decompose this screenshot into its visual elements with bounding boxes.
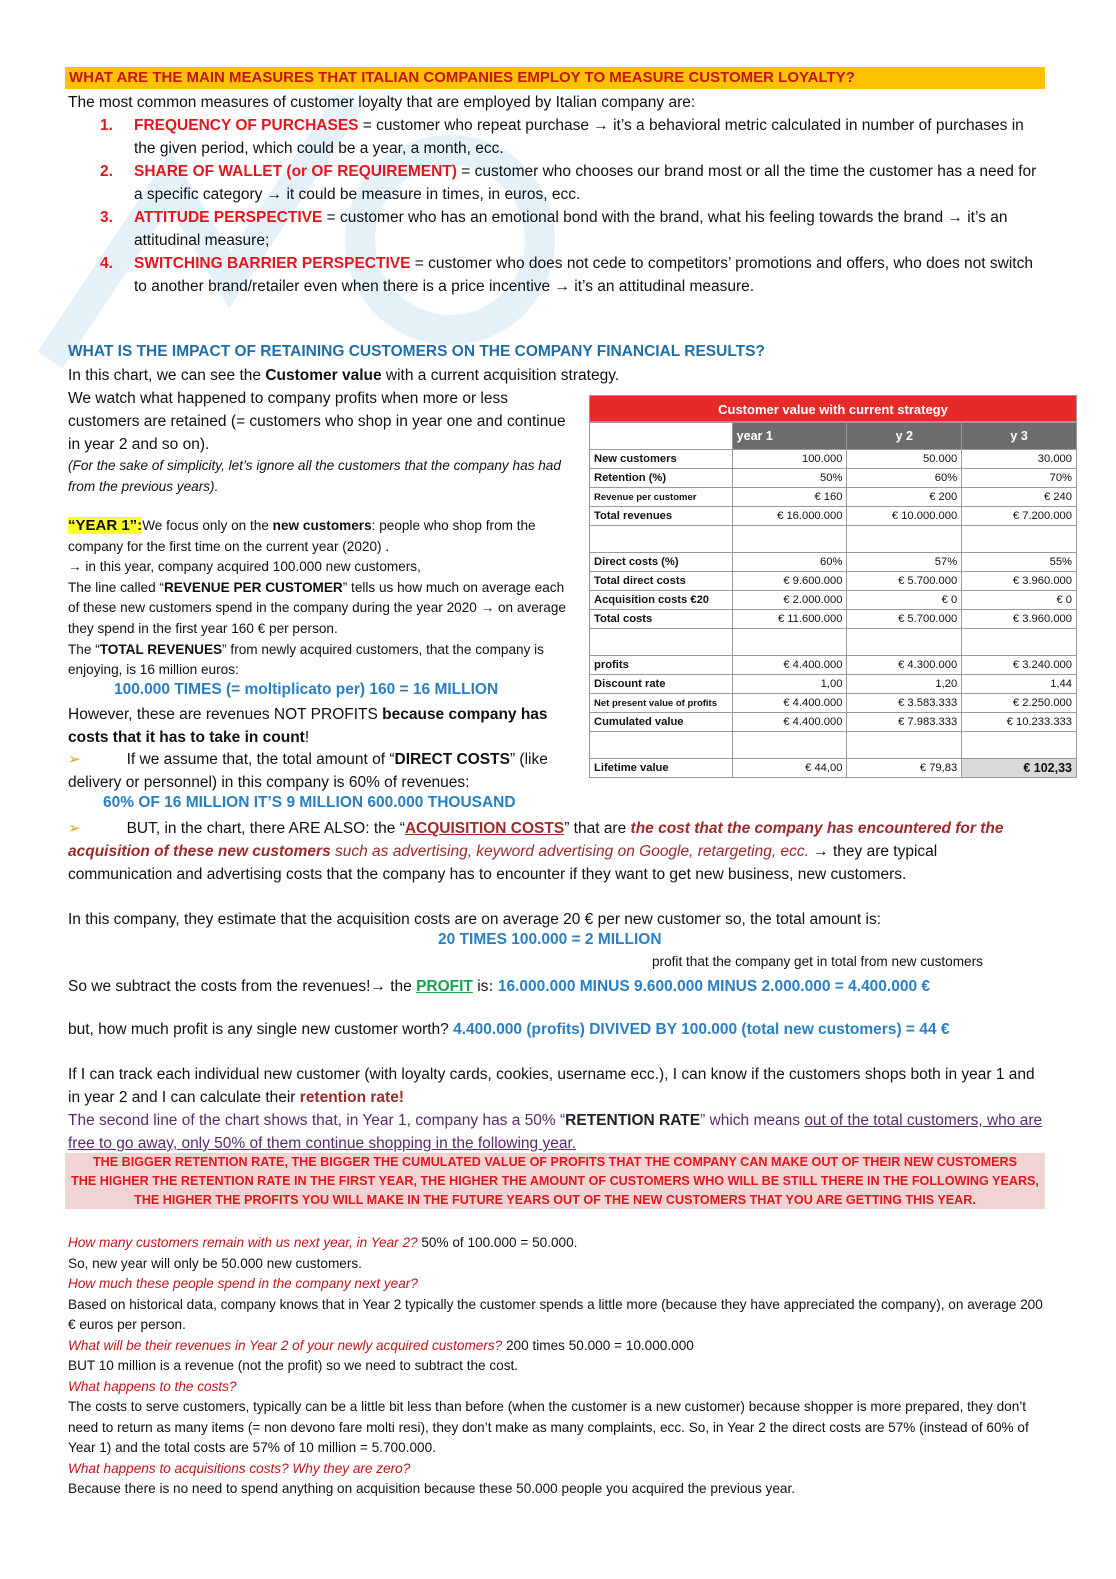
arrow-bullet-icon: ➢ (68, 751, 81, 768)
list-item: 4. SWITCHING BARRIER PERSPECTIVE = customer who does not cede to competitors’ promotions and offers, who does not switch to another brand/retailer even when there is a price incentive → it’s an attitudinal measure. (100, 255, 1033, 295)
calc-direct-costs: 60% OF 16 MILLION IT’S 9 MILLION 600.000 THOUSAND (103, 794, 516, 811)
table-header-row (590, 423, 1077, 450)
arrow-bullet-icon: ➢ (68, 820, 81, 837)
profit-per-customer: but, how much profit is any single new customer worth? 4.400.000 (profits) DIVIVED BY 100.000 (total new customers) = 44 € (68, 1021, 950, 1038)
q2-para2: We watch what happened to company profits when more or less customers are retained (= customers who shop in year one and continue in year 2 and so on). (68, 390, 566, 453)
table-spacer-row (590, 629, 1077, 656)
profit-note: profit that the company get in total from new customers (652, 954, 983, 969)
list-item: 1. FREQUENCY OF PURCHASES = customer who repeat purchase → it’s a behavioral metric calculated in number of purchases in the given period, which could be a year, a month, ecc. (100, 117, 1024, 157)
qa-line: Because there is no need to spend anything on acquisition because these 50.000 people you acquired the previous year. (68, 1481, 796, 1496)
table-row: Total direct costs € 9.600.000 € 5.700.000 € 3.960.000 (590, 572, 1077, 591)
q2-line1: In this chart, we can see the Customer value with a current acquisition strategy. (68, 367, 620, 384)
table-title: Customer value with current strategy (589, 395, 1077, 422)
bullet-acquisition-costs: ➢ BUT, in the chart, there ARE ALSO: the “ACQUISITION COSTS” that are the cost that the company has encountered for the acquisition of these new customers such as advertising, keyword advertising on Google, retargeting, ecc. → they are typical communication and advertising costs that the company has to encounter if they want to get new business, new customers. (68, 820, 1004, 883)
table-row: Lifetime value € 44,00 € 79,83 € 102,33 (590, 759, 1077, 778)
qa-line: What happens to acquisitions costs? Why they are zero? (68, 1460, 411, 1476)
table-row: profits € 4.400.000 € 4.300.000 € 3.240.000 (590, 656, 1077, 675)
question-2-title: WHAT IS THE IMPACT OF RETAINING CUSTOMERS ON THE COMPANY FINANCIAL RESULTS? (68, 343, 765, 360)
list-item: 2. SHARE OF WALLET (or OF REQUIREMENT) = customer who chooses our brand most or all the time the customer has a need for a specific category → it could be measure in times, in euros, ecc. (100, 163, 1037, 203)
question-1-title: WHAT ARE THE MAIN MEASURES THAT ITALIAN COMPANIES EMPLOY TO MEASURE CUSTOMER LOYALTY? (65, 67, 1045, 89)
q2-para3: (For the sake of simplicity, let’s ignore all the customers that the company has had from the previous years). (68, 458, 561, 494)
qa-line: The costs to serve customers, typically can be a little bit less than before (when the customer is a new customer) because shopper is more prepared, they don’t need to return as many items (= non devono fare molti resi), they don’t make as many complaints, ecc. So, in Year 2 the direct costs are 57% (instead of 60% of Year 1) and the total costs are 57% of 10 million = 5.700.000. (68, 1399, 1029, 1455)
table-spacer-row (590, 526, 1077, 553)
table-row: New customers 100.000 50.000 30.000 (590, 450, 1077, 469)
loyalty-measures-list (68, 114, 1038, 298)
qa-line: How many customers remain with us next year, in Year 2? 50% of 100.000 = 50.000. (68, 1235, 578, 1250)
qa-line: So, new year will only be 50.000 new customers. (68, 1255, 362, 1271)
table-row: Direct costs (%) 60% 57% 55% (590, 553, 1077, 572)
qa-section (68, 1233, 1043, 1500)
profit-calculation: So we subtract the costs from the revenues!→ the PROFIT is: 16.000.000 MINUS 9.600.000 MINUS 2.000.000 = 4.400.000 € (68, 978, 931, 995)
calc-total-revenues: 100.000 TIMES (= moltiplicato per) 160 = 16 MILLION (114, 681, 499, 698)
qa-line: What happens to the costs? (68, 1378, 237, 1394)
customer-value-table (589, 395, 1077, 778)
table-row: Revenue per customer € 160 € 200 € 240 (590, 488, 1077, 507)
qa-line: What will be their revenues in Year 2 of your newly acquired customers? 200 times 50.000 = 10.000.000 (68, 1337, 694, 1353)
table-row: Cumulated value € 4.400.000 € 7.983.333 € 10.233.333 (590, 713, 1077, 732)
qa-line: Based on historical data, company knows that in Year 2 typically the customer spends a little more (because they have appreciated the company), on average 200 € euros per person. (68, 1296, 1043, 1332)
table-row: Total revenues € 16.000.000 € 10.000.000 € 7.200.000 (590, 507, 1077, 526)
qa-line: BUT 10 million is a revenue (not the profit) so we need to subtract the cost. (68, 1358, 519, 1373)
table-row: Net present value of profits € 4.400.000 € 3.583.333 € 2.250.000 (590, 694, 1077, 713)
table-spacer-row (590, 732, 1077, 759)
revenues-not-profits: However, these are revenues NOT PROFITS because company has costs that it has to take in count! (68, 706, 548, 746)
q1-intro: The most common measures of customer loyalty that are employed by Italian company are: (68, 94, 696, 111)
bullet-direct-costs: ➢ If we assume that, the total amount of “DIRECT COSTS” (like delivery or personnel) in this company is 60% of revenues: (68, 751, 548, 791)
qa-line: How much these people spend in the company next year? (68, 1276, 418, 1291)
retention-rate-explanation: The second line of the chart shows that, in Year 1, company has a 50% “RETENTION RATE” which means out of the total customers, who are free to go away, only 50% of them continue shopping in the following year. (68, 1112, 1043, 1152)
table-row: Acquisition costs €20 € 2.000.000 € 0 € 0 (590, 591, 1077, 610)
year1-paragraph: “YEAR 1”:We focus only on the new customers: people who shop from the company for the first time on the current year (2020) . → in this year, company acquired 100.000 new customers, The line called “REVENUE PER CUSTOMER” tells us how much on average each of these new customers spend in the company during the year 2020 → on average they spend in the first year 160 € per person. The “TOTAL REVENUES” from newly acquired customers, that the company is enjoying, is 16 million euros: (68, 517, 566, 678)
column-header: y 2 (847, 423, 962, 450)
table-row: Discount rate 1,00 1,20 1,44 (590, 675, 1077, 694)
retention-tracking: If I can track each individual new customer (with loyalty cards, cookies, username ecc.), I can know if the customers shops both in year 1 and in year 2 and I can calculate their retention rate! (68, 1066, 1035, 1106)
table-row: Total costs € 11.600.000 € 5.700.000 € 3.960.000 (590, 610, 1077, 629)
retention-highlight-box: THE BIGGER RETENTION RATE, THE BIGGER THE CUMULATED VALUE OF PROFITS THAT THE COMPANY CAN MAKE OUT OF THEIR NEW CUSTOMERS THE HIGHER THE RETENTION RATE IN THE FIRST YEAR, THE HIGHER THE AMOUNT OF CUSTOMERS WHO WILL BE STILL THERE IN THE FOLLOWING YEARS, THE HIGHER THE PROFITS YOU WILL MAKE IN THE FUTURE YEARS OUT OF THE NEW CUSTOMERS THAT YOU ARE GETTING THIS YEAR. (65, 1153, 1045, 1209)
acquisition-estimate: In this company, they estimate that the acquisition costs are on average 20 € per new customer so, the total amount is: (68, 911, 882, 928)
column-header: y 3 (962, 423, 1077, 450)
list-item: 3. ATTITUDE PERSPECTIVE = customer who has an emotional bond with the brand, what his feeling towards the brand → it’s an attitudinal measure; (100, 209, 1008, 249)
column-header: year 1 (732, 423, 847, 450)
table-row: Retention (%) 50% 60% 70% (590, 469, 1077, 488)
calc-acquisition-costs: 20 TIMES 100.000 = 2 MILLION (438, 931, 662, 948)
